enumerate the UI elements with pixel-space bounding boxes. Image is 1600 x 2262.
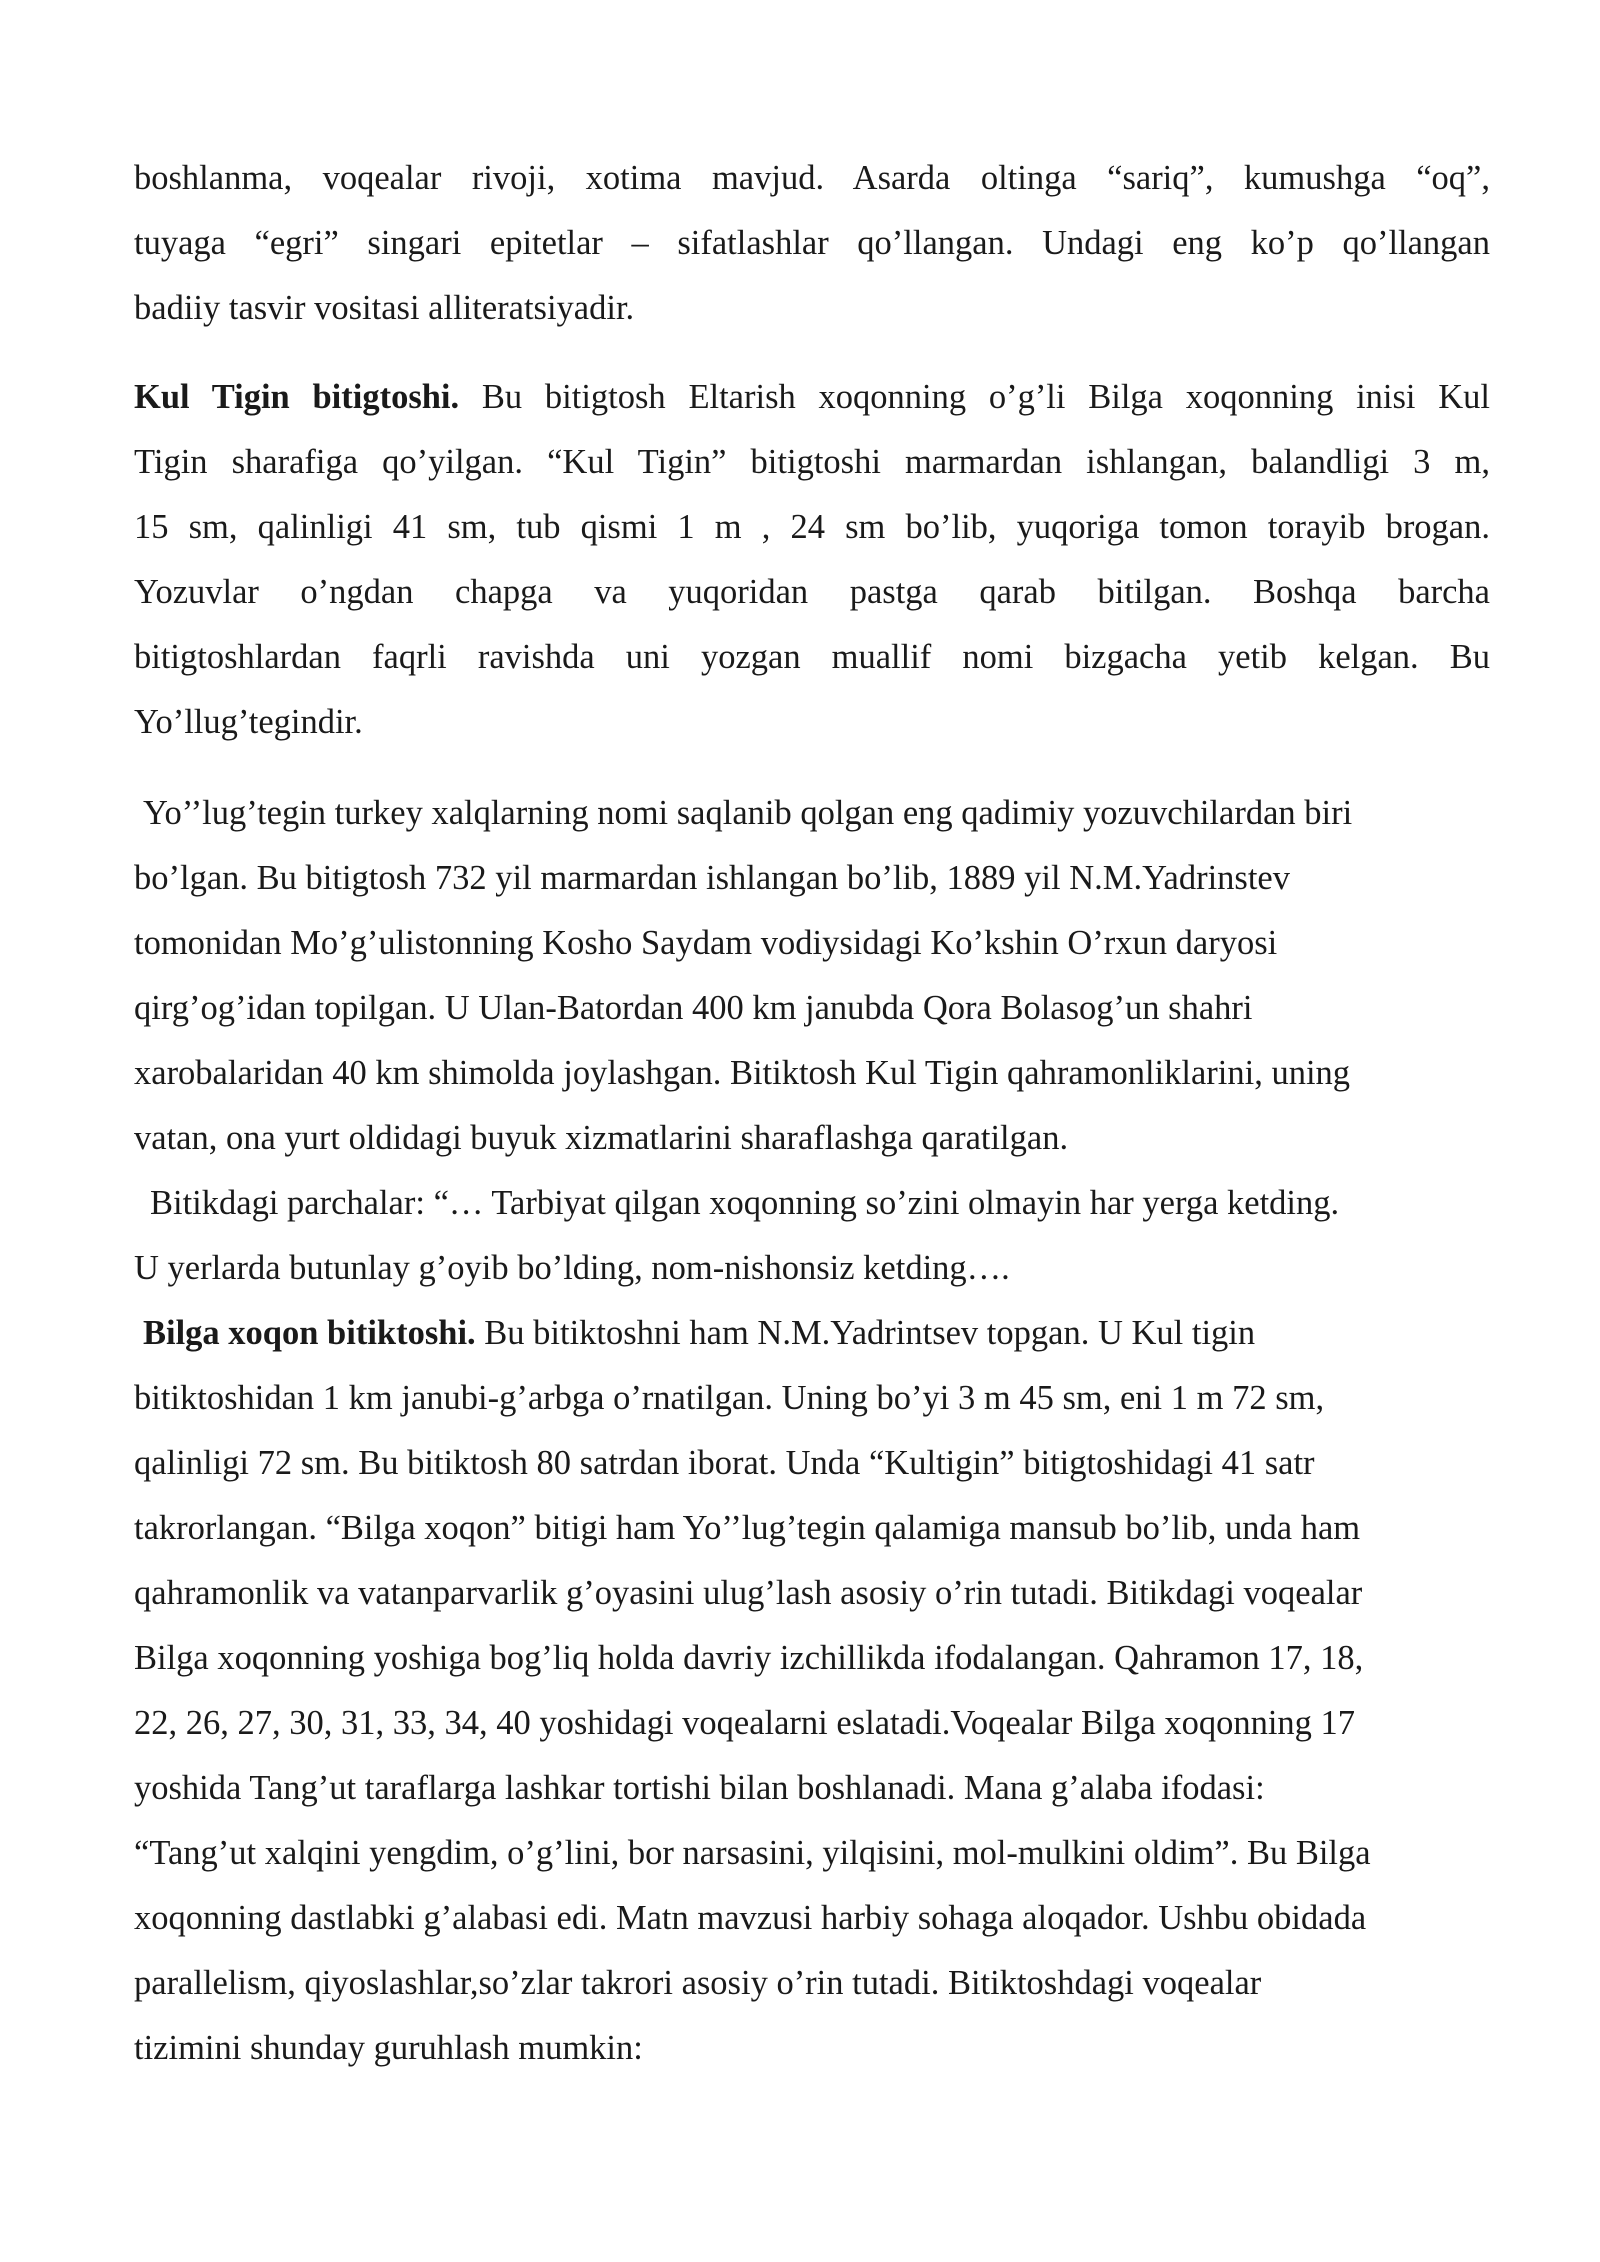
- text-line: [134, 1301, 1490, 1366]
- text-line: tuyaga “egri” singari epitetlar – sifatlashlar qo’llangan. Undagi eng ko’p qo’llangan: [134, 224, 1490, 262]
- text-line: boshlanma, voqealar rivoji, xotima mavjud. Asarda oltinga “sariq”, kumushga “oq”,: [134, 159, 1490, 197]
- text-line: [134, 365, 1490, 430]
- text-line: 22, 26, 27, 30, 31, 33, 34, 40 yoshidagi voqealarni eslatadi.Voqealar Bilga xoqonning 17: [134, 1704, 1356, 1742]
- paragraph-bilga-xoqon: [134, 1301, 1490, 2081]
- text-line: qirg’og’idan topilgan. U Ulan-Batordan 400 km janubda Qora Bolasog’un shahri: [134, 989, 1253, 1027]
- text-line: bitigtoshlardan faqrli ravishda uni yozgan muallif nomi bizgacha yetib kelgan. Bu: [134, 638, 1490, 676]
- text-line: Tigin sharafiga qo’yilgan. “Kul Tigin” bitigtoshi marmardan ishlangan, balandligi 3 m,: [134, 443, 1490, 481]
- text-line: 15 sm, qalinligi 41 sm, tub qismi 1 m , 24 sm bo’lib, yuqoriga tomon torayib brogan.: [134, 508, 1490, 546]
- text-line: badiiy tasvir vositasi alliteratsiyadir.: [134, 289, 635, 327]
- text-line: “Tang’ut xalqini yengdim, o’g’lini, bor narsasini, yilqisini, mol-mulkini oldim”. Bu Bilga: [134, 1834, 1371, 1872]
- text-line: xoqonning dastlabki g’alabasi edi. Matn mavzusi harbiy sohaga aloqador. Ushbu obidada: [134, 1899, 1367, 1937]
- text-line: parallelism, qiyoslashlar,so’zlar takrori asosiy o’rin tutadi. Bitiktoshdagi voqealar: [134, 1964, 1262, 2002]
- text-span: Bu bitigtosh Eltarish xoqonning o’g’li Bilga xoqonning inisi Kul: [459, 378, 1490, 416]
- section-heading-bilga-xoqon: Bilga xoqon bitiktoshi.: [143, 1314, 476, 1352]
- text-line: Bilga xoqonning yoshiga bog’liq holda davriy izchillikda ifodalangan. Qahramon 17, 18,: [134, 1639, 1364, 1677]
- text-line: bitiktoshidan 1 km janubi-g’arbga o’rnatilgan. Uning bo’yi 3 m 45 sm, eni 1 m 72 sm,: [134, 1379, 1325, 1417]
- paragraph-quotation: [134, 1171, 1490, 1301]
- text-line: qalinligi 72 sm. Bu bitiktosh 80 satrdan iborat. Unda “Kultigin” bitigtoshidagi 41 satr: [134, 1444, 1315, 1482]
- text-line: Bitikdagi parchalar: “… Tarbiyat qilgan xoqonning so’zini olmayin har yerga ketding.: [150, 1184, 1340, 1222]
- text-line: takrorlangan. “Bilga xoqon” bitigi ham Yo’’lug’tegin qalamiga mansub bo’lib, unda ham: [134, 1509, 1361, 1547]
- paragraph-kul-tigin: [134, 365, 1490, 755]
- text-line: xarobalaridan 40 km shimolda joylashgan. Bitiktosh Kul Tigin qahramonliklarini, uning: [134, 1054, 1351, 1092]
- text-line: vatan, ona yurt oldidagi buyuk xizmatlarini sharaflashga qaratilgan.: [134, 1119, 1069, 1157]
- text-line: Yozuvlar o’ngdan chapga va yuqoridan pastga qarab bitilgan. Boshqa barcha: [134, 573, 1490, 611]
- text-line: qahramonlik va vatanparvarlik g’oyasini ulug’lash asosiy o’rin tutadi. Bitikdagi voqealar: [134, 1574, 1363, 1612]
- section-heading-kul-tigin: Kul Tigin bitigtoshi.: [134, 378, 460, 416]
- text-line: tomonidan Mo’g’ulistonning Kosho Saydam vodiysidagi Ko’kshin O’rxun daryosi: [134, 924, 1278, 962]
- text-line: tizimini shunday guruhlash mumkin:: [134, 2029, 643, 2067]
- text-span: Bu bitiktoshni ham N.M.Yadrintsev topgan. U Kul tigin: [475, 1314, 1256, 1352]
- paragraph-epithets: [134, 146, 1490, 341]
- text-line: U yerlarda butunlay g’oyib bo’lding, nom-nishonsiz ketding….: [134, 1249, 1010, 1287]
- text-line: Yo’llug’tegindir.: [134, 703, 363, 741]
- paragraph-yollug-tegin: [134, 781, 1490, 1171]
- text-line: bo’lgan. Bu bitigtosh 732 yil marmardan ishlangan bo’lib, 1889 yil N.M.Yadrinstev: [134, 859, 1290, 897]
- text-line: yoshida Tang’ut taraflarga lashkar tortishi bilan boshlanadi. Mana g’alaba ifodasi:: [134, 1769, 1265, 1807]
- text-line: Yo’’lug’tegin turkey xalqlarning nomi saqlanib qolgan eng qadimiy yozuvchilardan biri: [143, 794, 1353, 832]
